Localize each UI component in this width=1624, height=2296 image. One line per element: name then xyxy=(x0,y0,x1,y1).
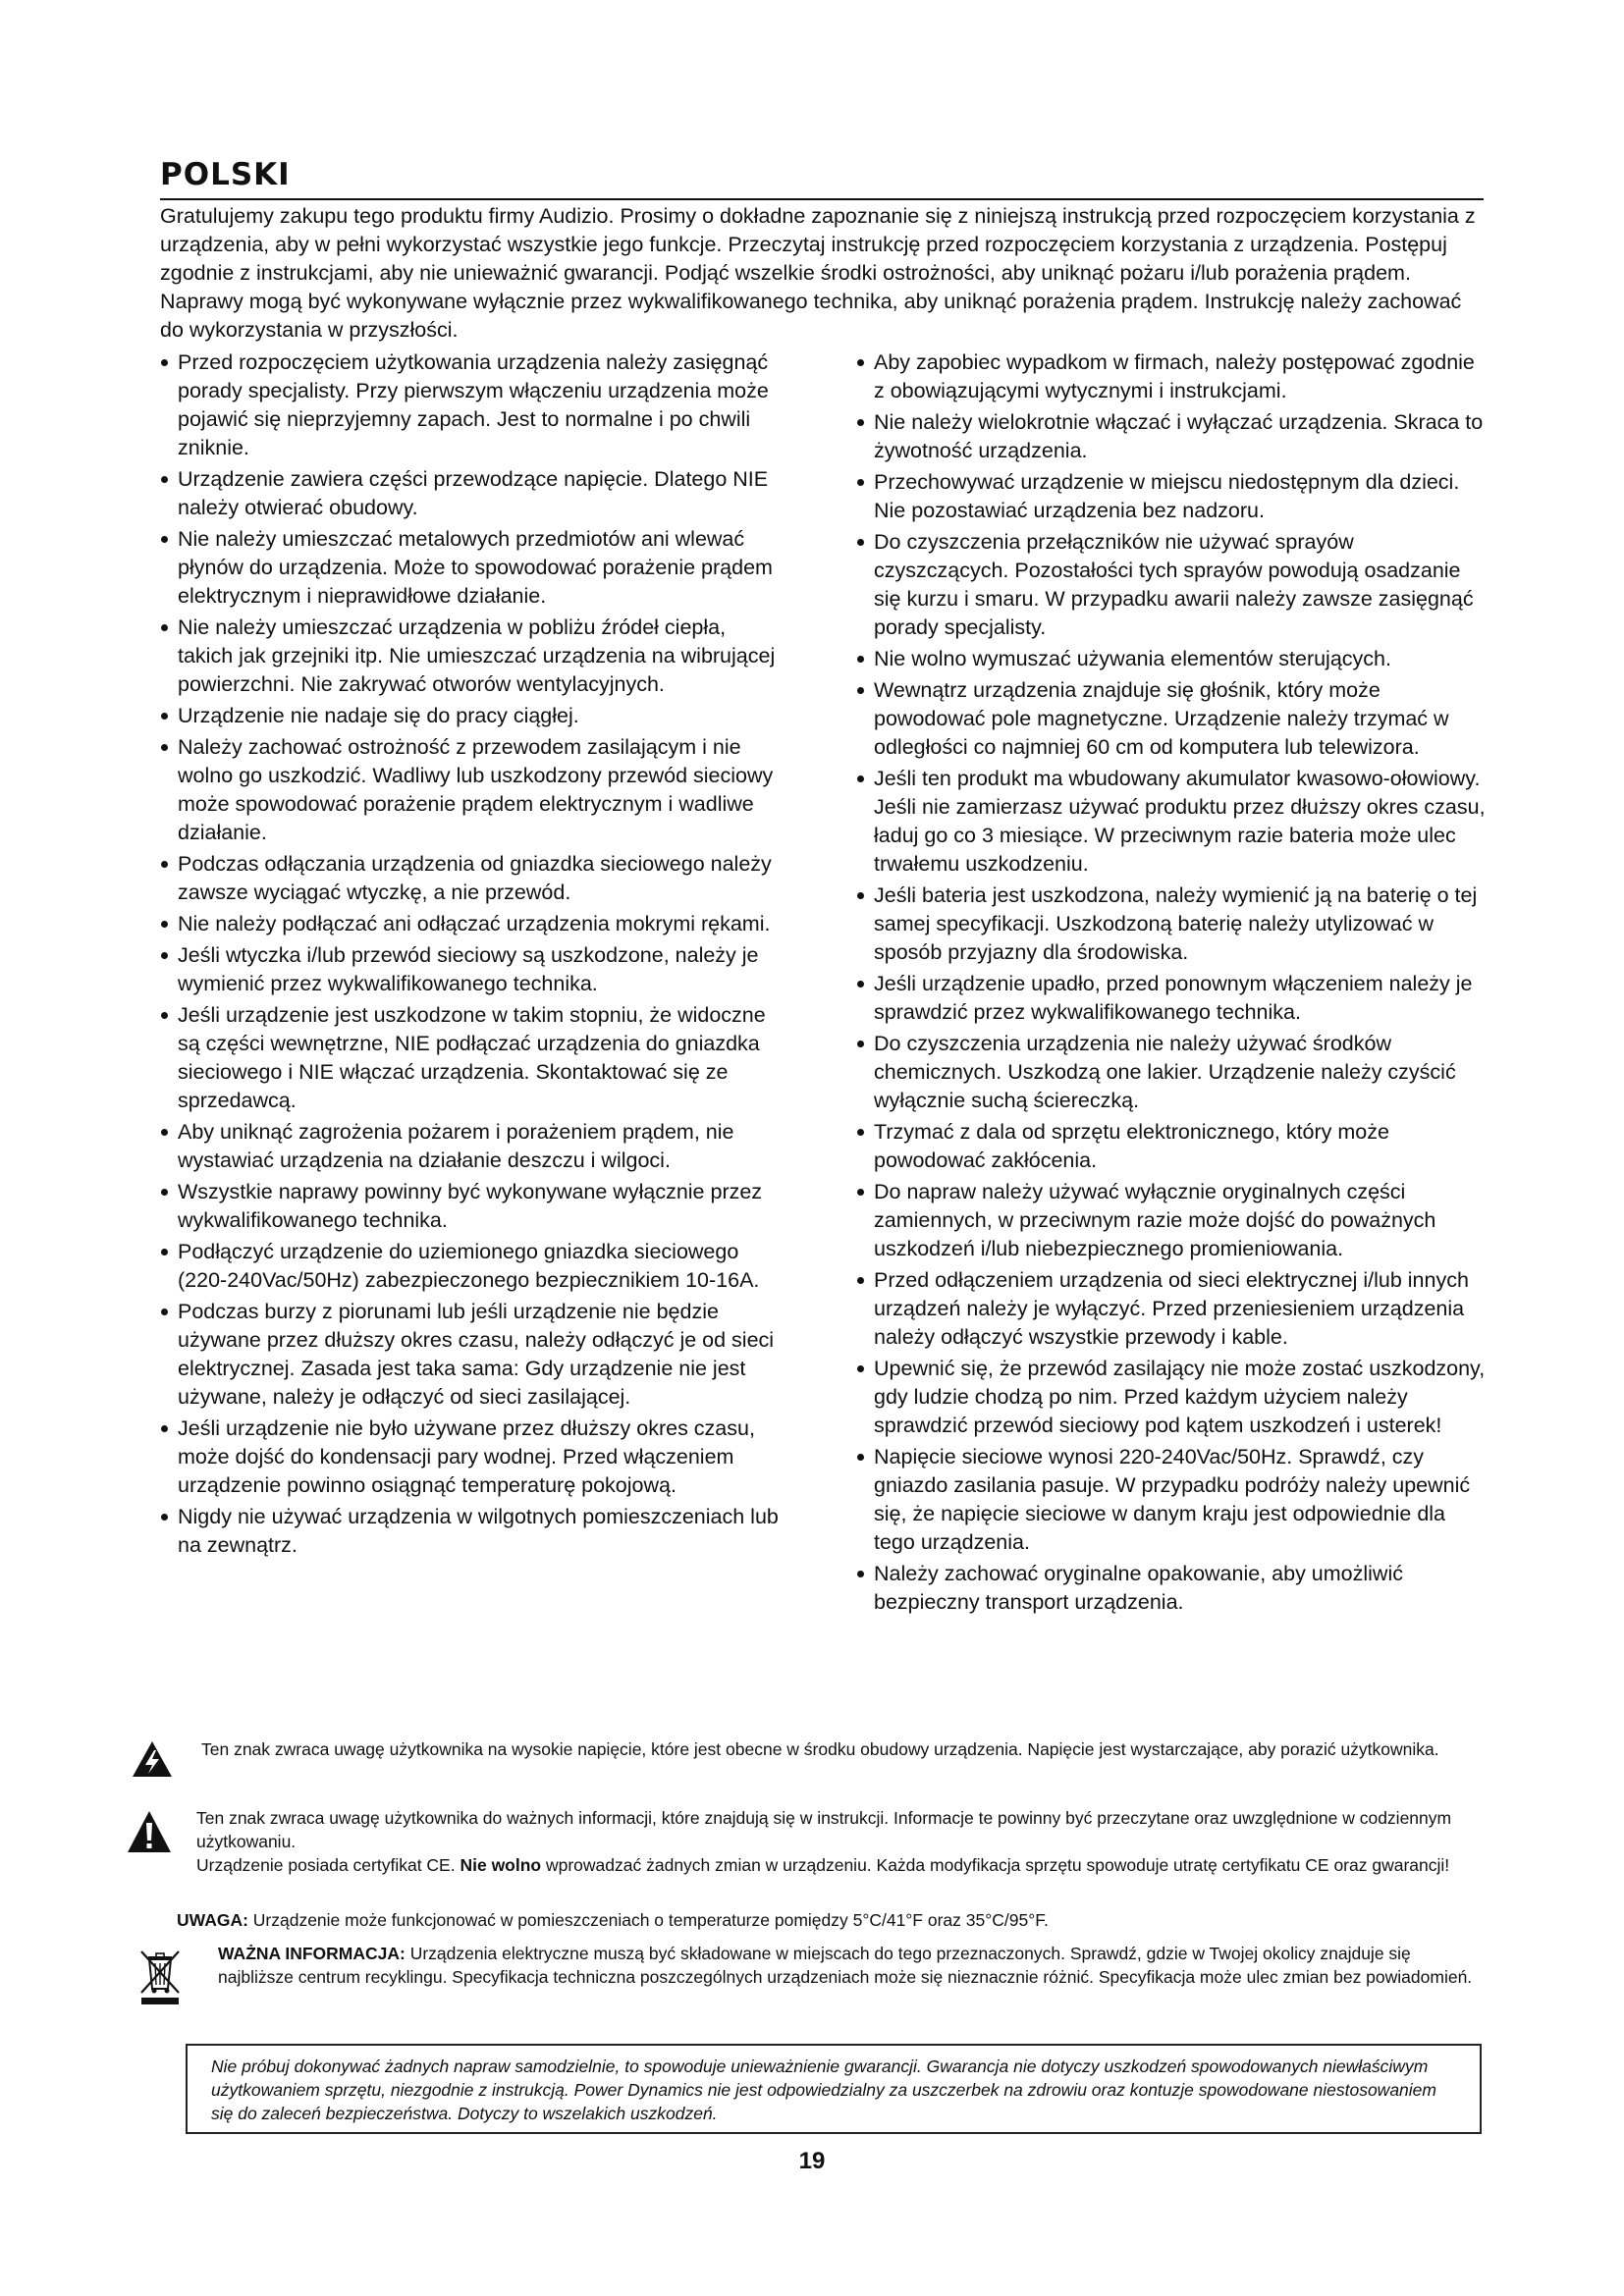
bullet-icon xyxy=(857,1571,864,1577)
ce-text-end: wprowadzać żadnych zmian w urządzeniu. Każda modyfikacja sprzętu spowoduje utratę certyfikatu CE oraz gwarancji! xyxy=(541,1855,1450,1875)
list-item-text: Nie należy umieszczać metalowych przedmiotów ani wlewać płynów do urządzenia. Może to spowodować porażenie prądem elektrycznym i nieprawidłowe działanie. xyxy=(178,527,773,608)
weee-crossed-bin-icon xyxy=(137,1948,183,2004)
uwaga-text: Urządzenie może funkcjonować w pomieszczeniach o temperaturze pomiędzy 5°C/41°F oraz 35°C/95°F. xyxy=(247,1910,1049,1930)
bullet-icon xyxy=(161,744,168,751)
important-info-notice xyxy=(196,1806,1488,1877)
bullet-icon xyxy=(857,539,864,546)
list-item xyxy=(160,348,784,462)
warranty-disclaimer-box: Nie próbuj dokonywać żadnych napraw samodzielnie, to spowoduje unieważnienie gwarancji. Gwarancja nie dotyczy uszkodzeń spowodowanych niewłaściwym użytkowaniem sprzętu, niezgodnie z instrukcją. Power Dynamics nie jest odpowiedzialny za uszczerbek na zdrowiu oraz kontuzje spowodowane niestosowaniem się do zaleceń bezpieczeństwa. Dotyczy to wszelakich uszkodzeń. xyxy=(186,2044,1482,2134)
list-item-text: Należy zachować oryginalne opakowanie, aby umożliwić bezpieczny transport urządzenia. xyxy=(874,1562,1403,1614)
bullet-icon xyxy=(857,1189,864,1196)
list-item-text: Aby zapobiec wypadkom w firmach, należy postępować zgodnie z obowiązującymi wytycznymi i instrukcjami. xyxy=(874,350,1475,402)
ce-notice xyxy=(196,1853,1488,1877)
bullet-icon xyxy=(161,1308,168,1315)
left-safety-list xyxy=(160,348,784,1560)
list-item-text: Wewnątrz urządzenia znajduje się głośnik, który może powodować pole magnetyczne. Urządzenie należy trzymać w odległości co najmniej 60 cm od komputera lub telewizora. xyxy=(874,678,1449,759)
list-item-text: Do czyszczenia urządzenia nie należy używać środków chemicznych. Uszkodzą one lakier. Urządzenie należy czyścić wyłącznie suchą ściereczką. xyxy=(874,1032,1456,1112)
list-item-text: Należy zachować ostrożność z przewodem zasilającym i nie wolno go uszkodzić. Wadliwy lub uszkodzony przewód sieciowy może spowodować porażenie prądem elektrycznym i wadliwe działanie. xyxy=(178,735,774,844)
ce-text-start: Urządzenie posiada certyfikat CE. xyxy=(196,1855,460,1875)
list-item xyxy=(856,1443,1487,1557)
list-item xyxy=(160,910,784,938)
bullet-icon xyxy=(857,1129,864,1136)
list-item-text: Jeśli urządzenie jest uszkodzone w takim stopniu, że widoczne są części wewnętrzne, NIE podłączać urządzenia do gniazdka sieciowego i NIE włączać urządzenia. Skontaktować się ze sprzedawcą. xyxy=(178,1003,766,1112)
list-item-text: Podczas odłączania urządzenia od gniazdka sieciowego należy zawsze wyciągać wtyczkę, a nie przewód. xyxy=(178,852,772,904)
left-column xyxy=(160,348,784,1563)
list-item xyxy=(856,408,1487,465)
bullet-icon xyxy=(857,775,864,782)
list-item xyxy=(160,1415,784,1500)
list-item-text: Nie należy umieszczać urządzenia w pobliżu źródeł ciepła, takich jak grzejniki itp. Nie umieszczać urządzenia na wibrującej powierzchni. Nie zakrywać otworów wentylacyjnych. xyxy=(178,615,776,696)
list-item xyxy=(160,1503,784,1560)
list-item-text: Podczas burzy z piorunami lub jeśli urządzenie nie będzie używane przez dłuższy okres czasu, należy odłączyć je od sieci elektrycznej. Zasada jest taka sama: Gdy urządzenie nie jest używane, należy je odłączyć od sieci zasilającej. xyxy=(178,1300,775,1409)
list-item-text: Jeśli wtyczka i/lub przewód sieciowy są uszkodzone, należy je wymienić przez wykwalifikowanego technika. xyxy=(178,943,759,995)
wazna-text: Urządzenia elektryczne muszą być składowane w miejscach do tego przeznaczonych. Sprawdź, gdzie w Twojej okolicy znajduje się najbliższe centrum recyklingu. Specyfikacja techniczna poszczególnych urządzeniach może się nieznacznie różnić. Specyfikacja może ulec zmian bez powiadomień. xyxy=(218,1944,1473,1987)
list-item-text: Do napraw należy używać wyłącznie oryginalnych części zamiennych, w przeciwnym razie może dojść do poważnych uszkodzeń i/lub niebezpiecznego promieniowania. xyxy=(874,1180,1436,1260)
right-column xyxy=(856,348,1487,1620)
list-item xyxy=(856,1560,1487,1617)
bullet-icon xyxy=(161,952,168,959)
list-item-text: Urządzenie zawiera części przewodzące napięcie. Dlatego NIE należy otwierać obudowy. xyxy=(178,467,769,519)
list-item xyxy=(160,850,784,907)
important-info-text: Ten znak zwraca uwagę użytkownika do ważnych informacji, które znajdują się w instrukcji. Informacje te powinny być przeczytane oraz uwzględnione w codziennym użytkowaniu. xyxy=(196,1808,1452,1851)
high-voltage-notice: Ten znak zwraca uwagę użytkownika na wysokie napięcie, które jest obecne w środku obudowy urządzenia. Napięcie jest wystarczające, aby porazić użytkownika. xyxy=(201,1739,1439,1759)
list-item-text: Nie wolno wymuszać używania elementów sterujących. xyxy=(874,647,1391,670)
bullet-icon xyxy=(857,981,864,988)
list-item xyxy=(160,1238,784,1295)
bullet-icon xyxy=(161,1189,168,1196)
list-item xyxy=(856,970,1487,1027)
list-item-text: Nie należy wielokrotnie włączać i wyłączać urządzenia. Skraca to żywotność urządzenia. xyxy=(874,410,1484,462)
list-item-text: Jeśli urządzenie upadło, przed ponownym włączeniem należy je sprawdzić przez wykwalifikowanego technika. xyxy=(874,972,1473,1024)
bullet-icon xyxy=(161,536,168,543)
list-item-text: Nigdy nie używać urządzenia w wilgotnych pomieszczeniach lub na zewnątrz. xyxy=(178,1505,779,1557)
list-item-text: Trzymać z dala od sprzętu elektronicznego, który może powodować zakłócenia. xyxy=(874,1120,1389,1172)
bullet-icon xyxy=(161,476,168,483)
exclamation-warning-icon xyxy=(126,1809,173,1854)
list-item xyxy=(856,676,1487,762)
list-item-text: Nie należy podłączać ani odłączać urządzenia mokrymi rękami. xyxy=(178,912,771,935)
bullet-icon xyxy=(857,419,864,426)
list-item xyxy=(160,1298,784,1412)
list-item xyxy=(160,614,784,699)
bullet-icon xyxy=(857,1041,864,1047)
list-item-text: Do czyszczenia przełączników nie używać sprayów czyszczących. Pozostałości tych sprayów powodują osadzanie się kurzu i smaru. W przypadku awarii należy zawsze zasięgnąć porady specjalisty. xyxy=(874,530,1474,639)
bullet-icon xyxy=(857,1277,864,1284)
bullet-icon xyxy=(857,1365,864,1372)
intro-paragraph: Gratulujemy zakupu tego produktu firmy Audizio. Prosimy o dokładne zapoznanie się z niniejszą instrukcją przed rozpoczęciem korzystania z urządzenia, aby w pełni wykorzystać wszystkie jego funkcje. Przeczytaj instrukcję przed rozpoczęciem korzystania z urządzenia. Postępuj zgodnie z instrukcjami, aby nie unieważnić gwarancji. Podjąć wszelkie środki ostrożności, aby uniknąć pożaru i/lub porażenia prądem. Naprawy mogą być wykonywane wyłącznie przez wykwalifikowanego technika, aby uniknąć porażenia prądem. Instrukcję należy zachować do wykorzystania w przyszłości. xyxy=(160,204,1476,342)
bullet-icon xyxy=(161,1129,168,1136)
bullet-icon xyxy=(857,892,864,899)
bullet-icon xyxy=(161,861,168,868)
list-item xyxy=(856,1266,1487,1352)
wazna-informacja-notice xyxy=(218,1942,1485,1989)
list-item xyxy=(856,881,1487,967)
bullet-icon xyxy=(161,1012,168,1019)
list-item-text: Napięcie sieciowe wynosi 220-240Vac/50Hz. Sprawdź, czy gniazdo zasilania pasuje. W przypadku podróży należy upewnić się, że napięcie sieciowe w danym kraju jest odpowiednie dla tego urządzenia. xyxy=(874,1445,1471,1554)
list-item xyxy=(160,941,784,998)
list-item xyxy=(160,1118,784,1175)
list-item xyxy=(856,348,1487,405)
heading-rule xyxy=(160,198,1484,200)
list-item-text: Jeśli ten produkt ma wbudowany akumulator kwasowo-ołowiowy. Jeśli nie zamierzasz używać produktu przez dłuższy okres czasu, ładuj go co 3 miesiące. W przeciwnym razie bateria może ulec trwałemu uszkodzeniu. xyxy=(874,767,1486,876)
bullet-icon xyxy=(857,687,864,694)
right-safety-list xyxy=(856,348,1487,1617)
list-item xyxy=(856,1030,1487,1115)
list-item-text: Upewnić się, że przewód zasilający nie może zostać uszkodzony, gdy ludzie chodzą po nim. Przed każdym użyciem należy sprawdzić przewód sieciowy pod kątem uszkodzeń i usterek! xyxy=(874,1357,1486,1437)
list-item xyxy=(160,1178,784,1235)
bullet-icon xyxy=(857,1454,864,1461)
section-heading: POLSKI xyxy=(160,157,291,192)
bullet-icon xyxy=(857,359,864,366)
list-item-text: Jeśli urządzenie nie było używane przez dłuższy okres czasu, może dojść do kondensacji pary wodnej. Przed włączeniem urządzenie powinno osiągnąć temperaturę pokojową. xyxy=(178,1416,755,1497)
bullet-icon xyxy=(161,359,168,366)
list-item xyxy=(160,702,784,730)
bullet-icon xyxy=(161,1514,168,1521)
uwaga-label: UWAGA: xyxy=(177,1910,248,1930)
list-item-text: Przed rozpoczęciem użytkowania urządzenia należy zasięgnąć porady specjalisty. Przy pierwszym włączeniu urządzenia może pojawić się nieprzyjemny zapach. Jest to normalne i po chwili zniknie. xyxy=(178,350,769,459)
list-item xyxy=(160,465,784,522)
list-item xyxy=(856,1178,1487,1263)
ce-text-bold: Nie wolno xyxy=(460,1855,542,1875)
list-item xyxy=(856,468,1487,525)
list-item xyxy=(856,765,1487,879)
list-item-text: Przed odłączeniem urządzenia od sieci elektrycznej i/lub innych urządzeń należy je wyłączyć. Przed przeniesieniem urządzenia należy odłączyć wszystkie przewody i kable. xyxy=(874,1268,1469,1349)
high-voltage-warning-icon xyxy=(131,1739,174,1779)
bullet-icon xyxy=(161,921,168,928)
page-number: 19 xyxy=(798,2148,826,2174)
list-item xyxy=(856,1118,1487,1175)
bullet-icon xyxy=(161,1249,168,1255)
bullet-icon xyxy=(857,479,864,486)
list-item xyxy=(160,733,784,847)
bullet-icon xyxy=(161,624,168,631)
bullet-icon xyxy=(161,713,168,720)
bullet-icon xyxy=(857,656,864,663)
uwaga-notice xyxy=(177,1908,1483,1932)
list-item-text: Wszystkie naprawy powinny być wykonywane wyłącznie przez wykwalifikowanego technika. xyxy=(178,1180,763,1232)
list-item-text: Przechowywać urządzenie w miejscu niedostępnym dla dzieci. Nie pozostawiać urządzenia bez nadzoru. xyxy=(874,470,1460,522)
wazna-label: WAŻNA INFORMACJA: xyxy=(218,1944,406,1963)
list-item xyxy=(856,1355,1487,1440)
list-item-text: Jeśli bateria jest uszkodzona, należy wymienić ją na baterię o tej samej specyfikacji. Uszkodzoną baterię należy utylizować w sposób przyjazny dla środowiska. xyxy=(874,883,1478,964)
list-item-text: Urządzenie nie nadaje się do pracy ciągłej. xyxy=(178,704,579,727)
list-item xyxy=(160,1001,784,1115)
list-item-text: Aby uniknąć zagrożenia pożarem i porażeniem prądem, nie wystawiać urządzenia na działanie deszczu i wilgoci. xyxy=(178,1120,734,1172)
list-item xyxy=(160,525,784,611)
list-item-text: Podłączyć urządzenie do uziemionego gniazdka sieciowego (220-240Vac/50Hz) zabezpieczonego bezpiecznikiem 10-16A. xyxy=(178,1240,760,1292)
bullet-icon xyxy=(161,1425,168,1432)
list-item xyxy=(856,645,1487,673)
list-item xyxy=(856,528,1487,642)
